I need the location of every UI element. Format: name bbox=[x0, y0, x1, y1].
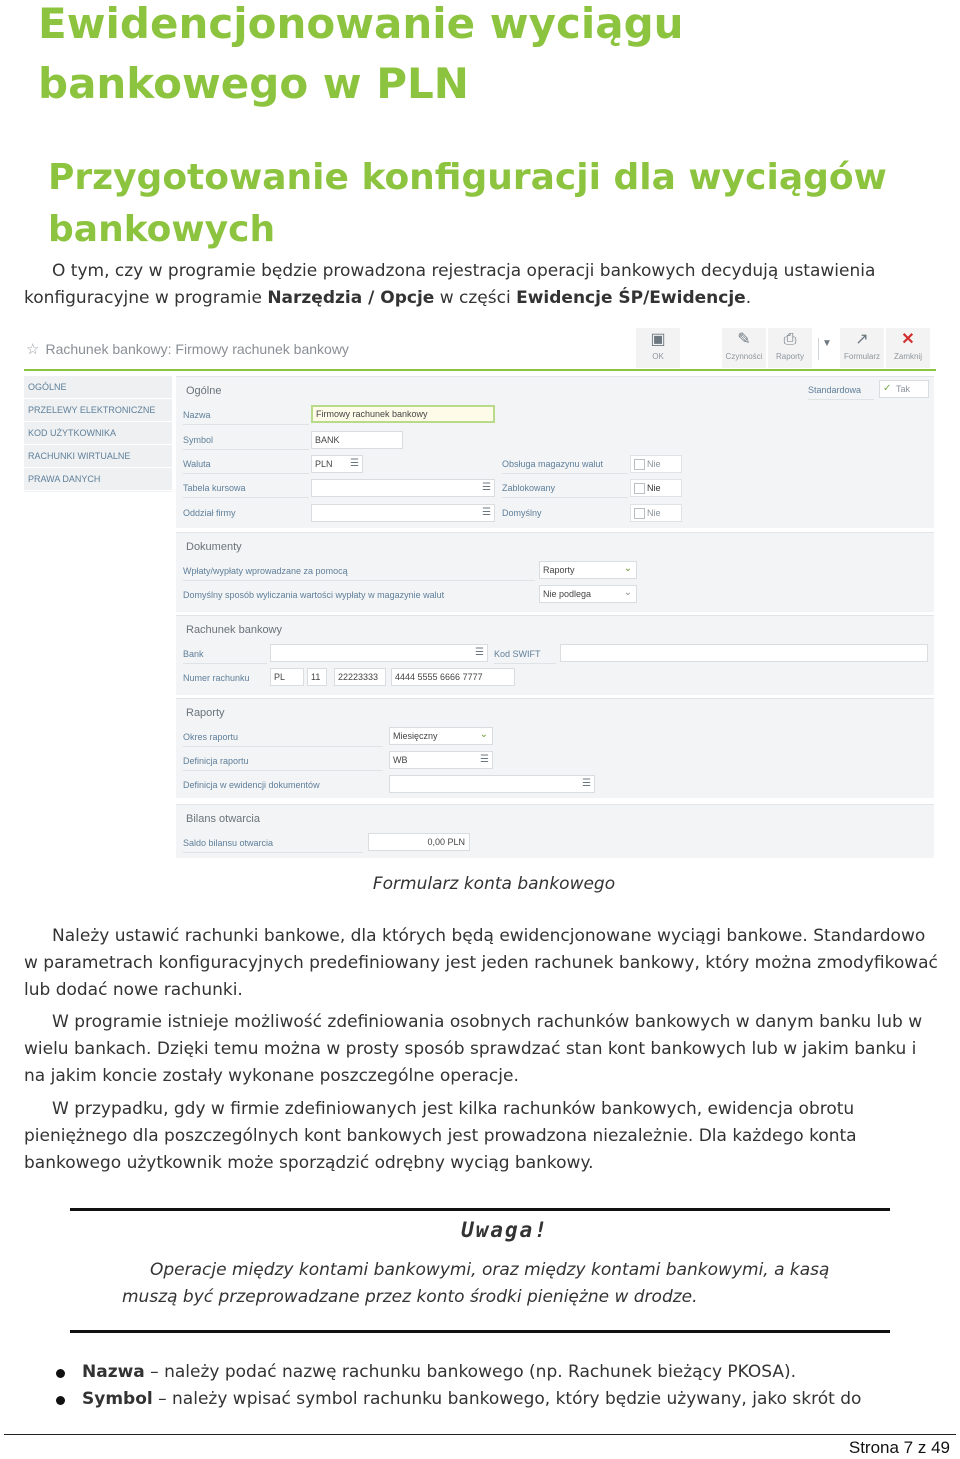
form-icon: ↗ bbox=[855, 331, 869, 348]
toolbar bbox=[636, 328, 932, 368]
default-label: Domyślny bbox=[502, 508, 542, 518]
branch-input[interactable] bbox=[311, 504, 495, 522]
save-icon: ▣ bbox=[650, 331, 666, 348]
label-underline bbox=[183, 497, 309, 498]
report-period-select[interactable]: Miesięczny ⌄ bbox=[389, 727, 493, 745]
bullet-list bbox=[56, 1359, 936, 1413]
note-top-rule bbox=[70, 1208, 890, 1211]
section-heading: Przygotowanie konfiguracji dla wyciągów bankowych bbox=[48, 157, 887, 250]
sidebar bbox=[24, 376, 172, 492]
star-icon[interactable]: ☆ bbox=[26, 341, 40, 358]
section-title: Ogólne bbox=[186, 385, 222, 397]
label-underline bbox=[183, 449, 309, 450]
standard-checkbox[interactable]: ✓ Tak bbox=[879, 380, 929, 398]
sidebar-item-user-code[interactable]: KOD UŻYTKOWNIKA bbox=[24, 422, 172, 445]
sidebar-item-electronic-transfers[interactable]: PRZELEWY ELEKTRONICZNE bbox=[24, 399, 172, 422]
bullet-icon bbox=[56, 1369, 65, 1378]
paragraph: Należy ustawić rachunki bankowe, dla których będą ewidencjonowane wyciągi bankowe. Standardowo w parametrach konfiguracyjnych predefiniowany jest jeden rachunek bankowy, który można zmodyfikować lub dodać nowe rachunki. bbox=[24, 926, 938, 1000]
currency-label: Waluta bbox=[183, 459, 211, 469]
label-underline bbox=[183, 746, 383, 747]
currency-value: PLN bbox=[315, 459, 333, 469]
intro-paragraph: O tym, czy w programie będzie prowadzona rejestracja operacji bankowych decydują ustawienia konfiguracyjne w programie Narzędzia / Opcje w części Ewidencje ŚP/Ewidencje. bbox=[24, 261, 876, 308]
report-definition-input[interactable]: WB ☰ bbox=[389, 751, 493, 769]
sidebar-item-virtual-accounts[interactable]: RACHUNKI WIRTUALNE bbox=[24, 445, 172, 468]
section-title: Dokumenty bbox=[186, 541, 242, 553]
bank-account-panel bbox=[176, 615, 934, 695]
opening-balance-input[interactable]: 0,00 PLN bbox=[368, 833, 470, 851]
name-label: Nazwa bbox=[183, 410, 211, 420]
general-panel bbox=[176, 376, 934, 528]
report-period-label: Okres raportu bbox=[183, 732, 239, 742]
label-underline bbox=[183, 770, 383, 771]
bank-input[interactable] bbox=[270, 644, 488, 662]
calculation-method-label: Domyślny sposób wyliczania wartości wypłaty w magazynie walut bbox=[183, 590, 445, 600]
footer-rule bbox=[4, 1434, 956, 1435]
wrench-icon: ✎ bbox=[737, 331, 751, 348]
check-icon: ✓ bbox=[883, 383, 892, 394]
paragraph: W przypadku, gdy w firmie zdefiniowanych jest kilka rachunków bankowych, ewidencja obrotu pieniężnego dla poszczególnych kont bankowych jest prowadzona niezależnie. Dla każdego konta bankowego użytkownik może sporządzić odrębny wyciąg bankowy. bbox=[24, 1099, 857, 1173]
printer-icon: ⎙ bbox=[783, 331, 797, 348]
page-number: Strona 7 z 49 bbox=[848, 1438, 950, 1457]
bullet-icon bbox=[56, 1396, 65, 1405]
window-title: ☆ Rachunek bankowy: Firmowy rachunek bankowy bbox=[26, 341, 349, 358]
reports-button[interactable]: ⎙ Raporty bbox=[768, 328, 812, 368]
account-sort-input[interactable]: 22223333 bbox=[334, 668, 386, 686]
label-underline bbox=[494, 663, 556, 664]
figure-caption: Formularz konta bankowego bbox=[372, 874, 616, 894]
exchange-table-input[interactable] bbox=[311, 479, 495, 497]
bank-label: Bank bbox=[183, 649, 204, 659]
label-underline bbox=[502, 497, 628, 498]
account-number-input[interactable]: 4444 5555 6666 7777 bbox=[391, 668, 515, 686]
opening-balance-panel bbox=[176, 804, 934, 858]
section-title: Rachunek bankowy bbox=[186, 624, 283, 636]
blocked-checkbox[interactable]: Nie bbox=[630, 479, 682, 497]
default-checkbox[interactable]: Nie bbox=[630, 504, 682, 522]
document-definition-input[interactable] bbox=[389, 775, 595, 793]
ok-button[interactable]: ▣ OK bbox=[636, 328, 680, 368]
sidebar-item-data-rights[interactable]: PRAWA DANYCH bbox=[24, 468, 172, 491]
label-underline bbox=[183, 852, 363, 853]
branch-label: Oddział firmy bbox=[183, 508, 236, 518]
note-bottom-rule bbox=[70, 1330, 890, 1333]
chevron-down-icon: ⌄ bbox=[479, 729, 488, 740]
list-item: Symbol – należy wpisać symbol rachunku bankowego, który będzie używany, jako skrót do bbox=[56, 1386, 936, 1413]
payments-mode-select[interactable]: Raporty ⌄ bbox=[539, 561, 637, 579]
report-definition-label: Definicja raportu bbox=[183, 756, 249, 766]
list-icon[interactable]: ☰ bbox=[480, 754, 489, 765]
label-underline bbox=[502, 473, 628, 474]
label-underline bbox=[183, 473, 309, 474]
account-check-input[interactable]: 11 bbox=[307, 668, 327, 686]
symbol-input[interactable]: BANK bbox=[311, 431, 403, 449]
section-title: Raporty bbox=[186, 707, 225, 719]
chevron-down-icon: ⌄ bbox=[623, 563, 632, 574]
actions-button[interactable]: ✎ Czynności bbox=[722, 328, 766, 368]
close-button[interactable]: ✕ Zamknij bbox=[886, 328, 930, 368]
exchange-table-label: Tabela kursowa bbox=[183, 483, 246, 493]
list-icon[interactable]: ☰ bbox=[475, 647, 484, 658]
paragraph: W programie istnieje możliwość zdefiniowania osobnych rachunków bankowych w danym banku lub w wielu bankach. Dzięki temu można w prosty sposób sprawdzać stan kont bankowych lub w jakim banku i na jakim koncie zostały wykonane poszczególne operacje. bbox=[24, 1012, 923, 1086]
close-icon: ✕ bbox=[901, 331, 915, 348]
opening-balance-label: Saldo bilansu otwarcia bbox=[183, 838, 274, 848]
label-underline bbox=[808, 399, 874, 400]
standard-label: Standardowa bbox=[808, 385, 862, 395]
list-icon[interactable]: ☰ bbox=[582, 778, 591, 789]
payments-mode-label: Wpłaty/wypłaty wprowadzane za pomocą bbox=[183, 566, 348, 576]
chevron-down-icon: ⌄ bbox=[623, 587, 632, 598]
list-item: Nazwa – należy podać nazwę rachunku bankowego (np. Rachunek bieżący PKOSA). bbox=[56, 1359, 936, 1386]
header-divider bbox=[24, 369, 936, 371]
label-underline bbox=[183, 663, 267, 664]
list-icon[interactable]: ☰ bbox=[482, 482, 491, 493]
document-definition-label: Definicja w ewidencji dokumentów bbox=[183, 780, 320, 790]
calculation-method-select[interactable]: Nie podlega ⌄ bbox=[539, 585, 637, 603]
form-button[interactable]: ↗ Formularz bbox=[840, 328, 884, 368]
sidebar-item-general[interactable]: OGÓLNE bbox=[24, 376, 172, 399]
account-number-label: Numer rachunku bbox=[183, 673, 250, 683]
list-icon[interactable]: ☰ bbox=[350, 458, 359, 469]
chevron-down-icon[interactable]: ▼ bbox=[822, 338, 832, 349]
currency-warehouse-checkbox[interactable]: Nie bbox=[630, 455, 682, 473]
page-heading: Ewidencjonowanie wyciągu bankowego w PLN bbox=[38, 0, 684, 108]
account-country-input[interactable]: PL bbox=[270, 668, 304, 686]
label-underline bbox=[183, 580, 535, 581]
swift-input[interactable] bbox=[560, 644, 928, 662]
currency-warehouse-label: Obsługa magazynu walut bbox=[502, 459, 604, 469]
documents-panel bbox=[176, 532, 934, 612]
list-icon[interactable]: ☰ bbox=[482, 507, 491, 518]
toolbar-divider bbox=[818, 338, 819, 360]
reports-panel bbox=[176, 698, 934, 798]
swift-label: Kod SWIFT bbox=[494, 649, 541, 659]
currency-input[interactable] bbox=[311, 455, 363, 473]
note-title: Uwaga! bbox=[461, 1218, 549, 1242]
blocked-label: Zablokowany bbox=[502, 483, 556, 493]
name-input[interactable]: Firmowy rachunek bankowy bbox=[311, 405, 495, 423]
symbol-label: Symbol bbox=[183, 435, 214, 445]
label-underline bbox=[183, 424, 309, 425]
section-title: Bilans otwarcia bbox=[186, 813, 260, 825]
note-text: Operacje między kontami bankowymi, oraz między kontami bankowymi, a kasą muszą być przeprowadzane przez konto środki pieniężne w drodze. bbox=[122, 1260, 830, 1307]
bank-account-form-screenshot bbox=[24, 326, 936, 860]
